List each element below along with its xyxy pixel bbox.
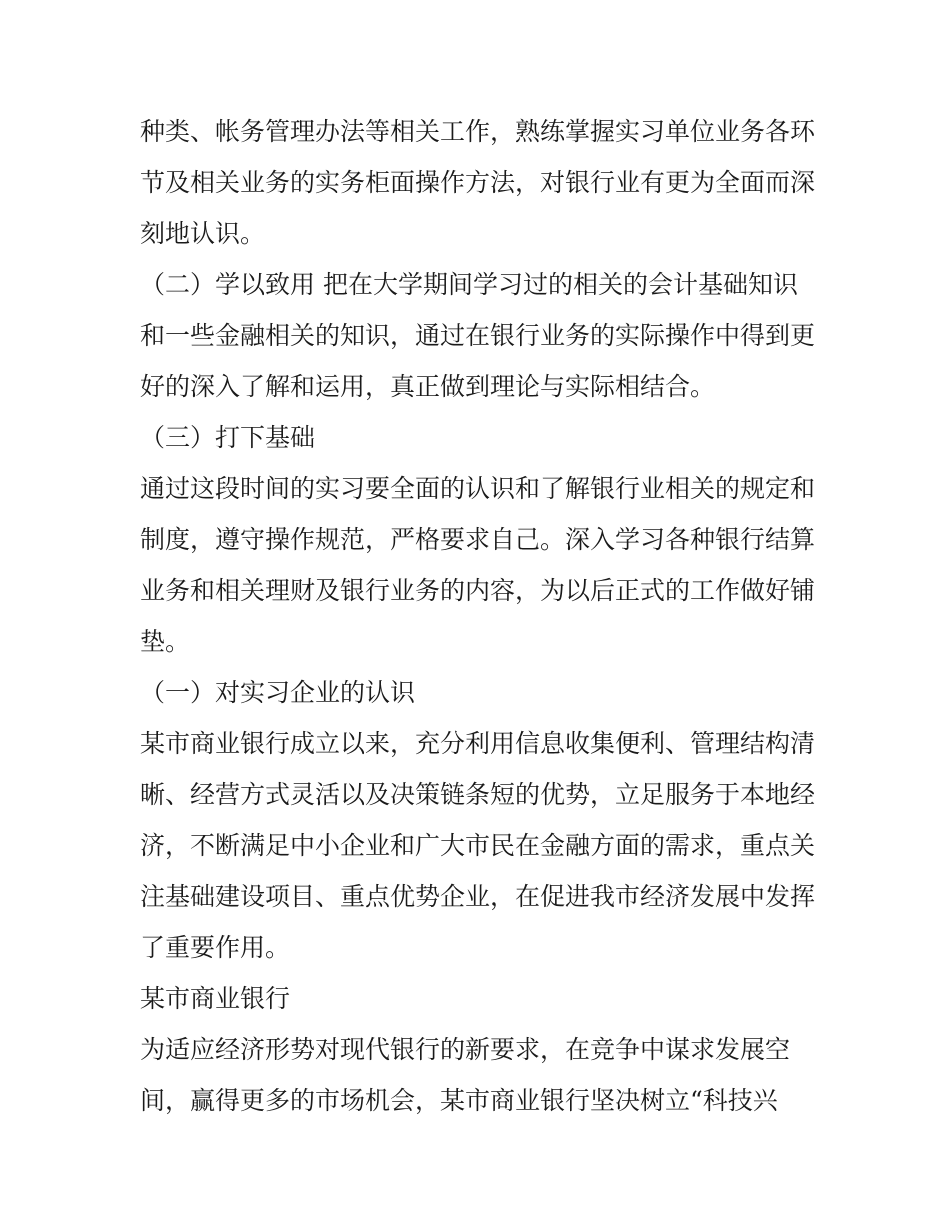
- text-line: 晰、经营方式灵活以及决策链条短的优势，立足服务于本地经: [140, 780, 816, 809]
- heading-company-understanding: [140, 667, 820, 718]
- document-body: [140, 106, 820, 1126]
- text-line: 垫。: [140, 627, 191, 656]
- paragraph-company-understanding: [140, 718, 820, 973]
- heading-section-3: [140, 412, 820, 463]
- text-line: 通过这段时间的实习要全面的认识和了解银行业相关的规定和: [140, 474, 816, 503]
- paragraph-section-2: [140, 259, 820, 412]
- text-line: （二）学以致用 把在大学期间学习过的相关的会计基础知识: [140, 270, 798, 299]
- heading-bank-name: [140, 973, 820, 1024]
- text-line: 间，赢得更多的市场机会，某市商业银行坚决树立“科技兴: [140, 1086, 778, 1115]
- paragraph-section-3: [140, 463, 820, 667]
- text-line: （一）对实习企业的认识: [140, 678, 416, 707]
- text-line: 业务和相关理财及银行业务的内容，为以后正式的工作做好铺: [140, 576, 816, 605]
- text-line: 为适应经济形势对现代银行的新要求，在竞争中谋求发展空: [140, 1035, 791, 1064]
- text-line: 刻地认识。: [140, 219, 266, 248]
- text-line: 制度，遵守操作规范，严格要求自己。深入学习各种银行结算: [140, 525, 816, 554]
- text-line: 节及相关业务的实务柜面操作方法，对银行业有更为全面而深: [140, 168, 816, 197]
- text-line: 了重要作用。: [140, 933, 291, 962]
- text-line: 济，不断满足中小企业和广大市民在金融方面的需求，重点关: [140, 831, 816, 860]
- text-line: 种类、帐务管理办法等相关工作，熟练掌握实习单位业务各环: [140, 117, 816, 146]
- paragraph-bank-strategy: [140, 1024, 820, 1126]
- text-line: 某市商业银行成立以来，充分利用信息收集便利、管理结构清: [140, 729, 816, 758]
- text-line: 好的深入了解和运用，真正做到理论与实际相结合。: [140, 372, 716, 401]
- text-line: 和一些金融相关的知识，通过在银行业务的实际操作中得到更: [140, 321, 816, 350]
- text-line: 某市商业银行: [140, 984, 291, 1013]
- text-line: 注基础建设项目、重点优势企业，在促进我市经济发展中发挥: [140, 882, 816, 911]
- text-line: （三）打下基础: [140, 423, 316, 452]
- paragraph-intro-continued: [140, 106, 820, 259]
